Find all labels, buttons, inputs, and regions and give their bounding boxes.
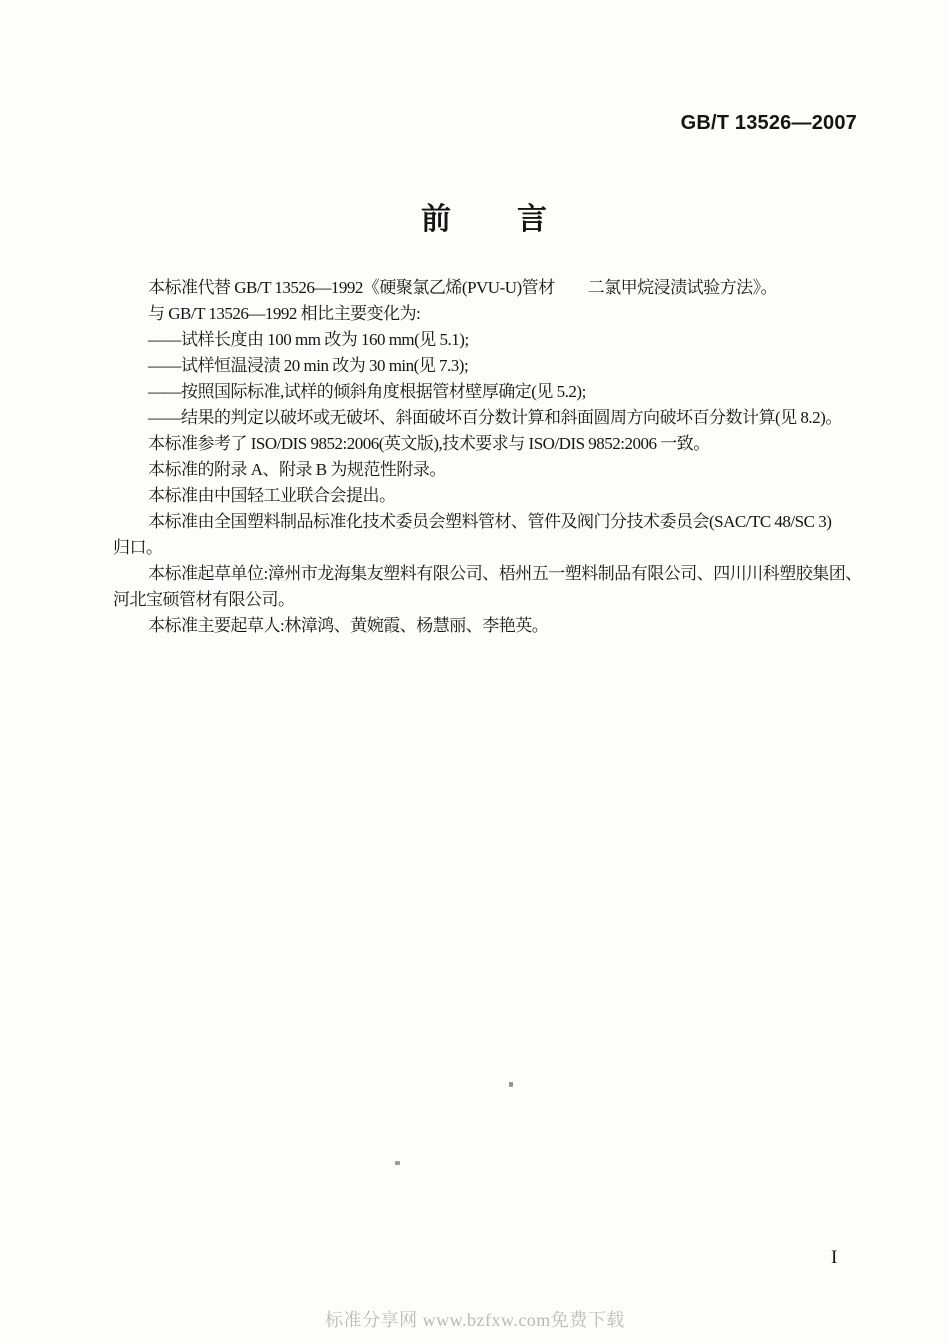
text-line: ——结果的判定以破坏或无破坏、斜面破坏百分数计算和斜面圆周方向破坏百分数计算(见 8.2)。 bbox=[148, 408, 842, 427]
text-line: ——试样恒温浸渍 20 min 改为 30 min(见 7.3); bbox=[148, 356, 469, 375]
document-body bbox=[113, 275, 873, 639]
text-line: ——试样长度由 100 mm 改为 160 mm(见 5.1); bbox=[148, 330, 469, 349]
text-line: ——按照国际标准,试样的倾斜角度根据管材壁厚确定(见 5.2); bbox=[148, 382, 586, 401]
text-line: 与 GB/T 13526—1992 相比主要变化为: bbox=[148, 304, 421, 323]
scan-speck bbox=[509, 1082, 513, 1087]
text-line: 归口。 bbox=[113, 538, 163, 557]
text-line: 本标准起草单位:漳州市龙海集友塑料有限公司、梧州五一塑料制品有限公司、四川川科塑胶集团、 bbox=[148, 564, 862, 583]
text-line: 河北宝硕管材有限公司。 bbox=[113, 590, 295, 609]
text-line: 本标准由中国轻工业联合会提出。 bbox=[148, 486, 396, 505]
text-line: 本标准由全国塑料制品标准化技术委员会塑料管材、管件及阀门分技术委员会(SAC/TC 48/SC 3) bbox=[148, 512, 832, 531]
text-line: 本标准代替 GB/T 13526—1992《硬聚氯乙烯(PVU-U)管材 二氯甲烷浸渍试验方法》。 bbox=[148, 278, 778, 297]
standard-code: GB/T 13526—2007 bbox=[680, 112, 857, 134]
text-line: 本标准主要起草人:林漳鸿、黄婉霞、杨慧丽、李艳英。 bbox=[148, 616, 549, 635]
page-title: 前 言 bbox=[421, 203, 549, 236]
scan-speck bbox=[395, 1161, 400, 1165]
page-number: I bbox=[831, 1247, 838, 1268]
text-line: 本标准参考了 ISO/DIS 9852:2006(英文版),技术要求与 ISO/DIS 9852:2006 一致。 bbox=[148, 434, 710, 453]
text-line: 本标准的附录 A、附录 B 为规范性附录。 bbox=[148, 460, 446, 479]
watermark-text: 标准分享网 www.bzfxw.com免费下载 bbox=[325, 1310, 625, 1330]
